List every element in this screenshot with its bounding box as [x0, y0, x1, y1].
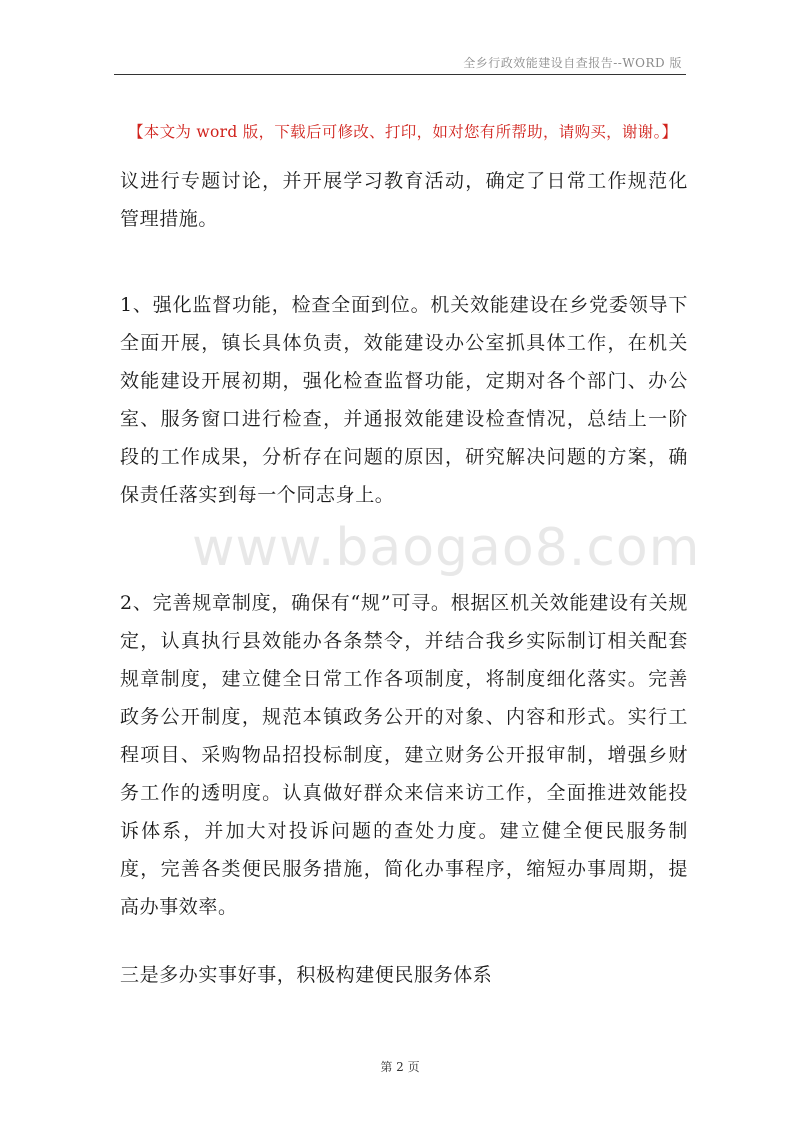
header-title: 全乡行政效能建设自查报告--WORD 版 — [463, 56, 682, 70]
header-divider — [114, 74, 686, 75]
paragraph-2: 1、强化监督功能，检查全面到位。机关效能建设在乡党委领导下全面开展，镇长具体负责，效能建设办公室抓具体工作，在机关效能建设开展初期，强化检查监督功能，定期对各个部门、办公室、服务窗口进行检查，并通报效能建设检查情况，总结上一阶段的工作成果，分析存在问题的原因，研究解决问题的方案，确保责任落实到每一个同志身上。 — [120, 294, 688, 506]
watermark: www.baogao8.com — [192, 518, 701, 578]
paragraph-3: 2、完善规章制度，确保有“规”可寻。根据区机关效能建设有关规定，认真执行县效能办各条禁令，并结合我乡实际制订相关配套规章制度，建立健全日常工作各项制度，将制度细化落实。完善政务公开制度，规范本镇政务公开的对象、内容和形式。实行工程项目、采购物品招投标制度，建立财务公开报审制，增强乡财务工作的透明度。认真做好群众来信来访工作，全面推进效能投诉体系，并加大对投诉问题的查处力度。建立健全便民服务制度，完善各类便民服务措施，简化办事程序，缩短办事周期，提高办事效率。 — [120, 592, 688, 918]
paragraph-4: 三是多办实事好事，积极构建便民服务体系 — [120, 964, 493, 986]
purchase-notice: 【本文为 word 版，下载后可修改、打印，如对您有所帮助，请购买，谢谢。】 — [128, 123, 678, 141]
page-number: 第 2 页 — [380, 1060, 420, 1074]
paragraph-1: 议进行专题讨论，并开展学习教育活动，确定了日常工作规范化管理措施。 — [120, 170, 688, 230]
